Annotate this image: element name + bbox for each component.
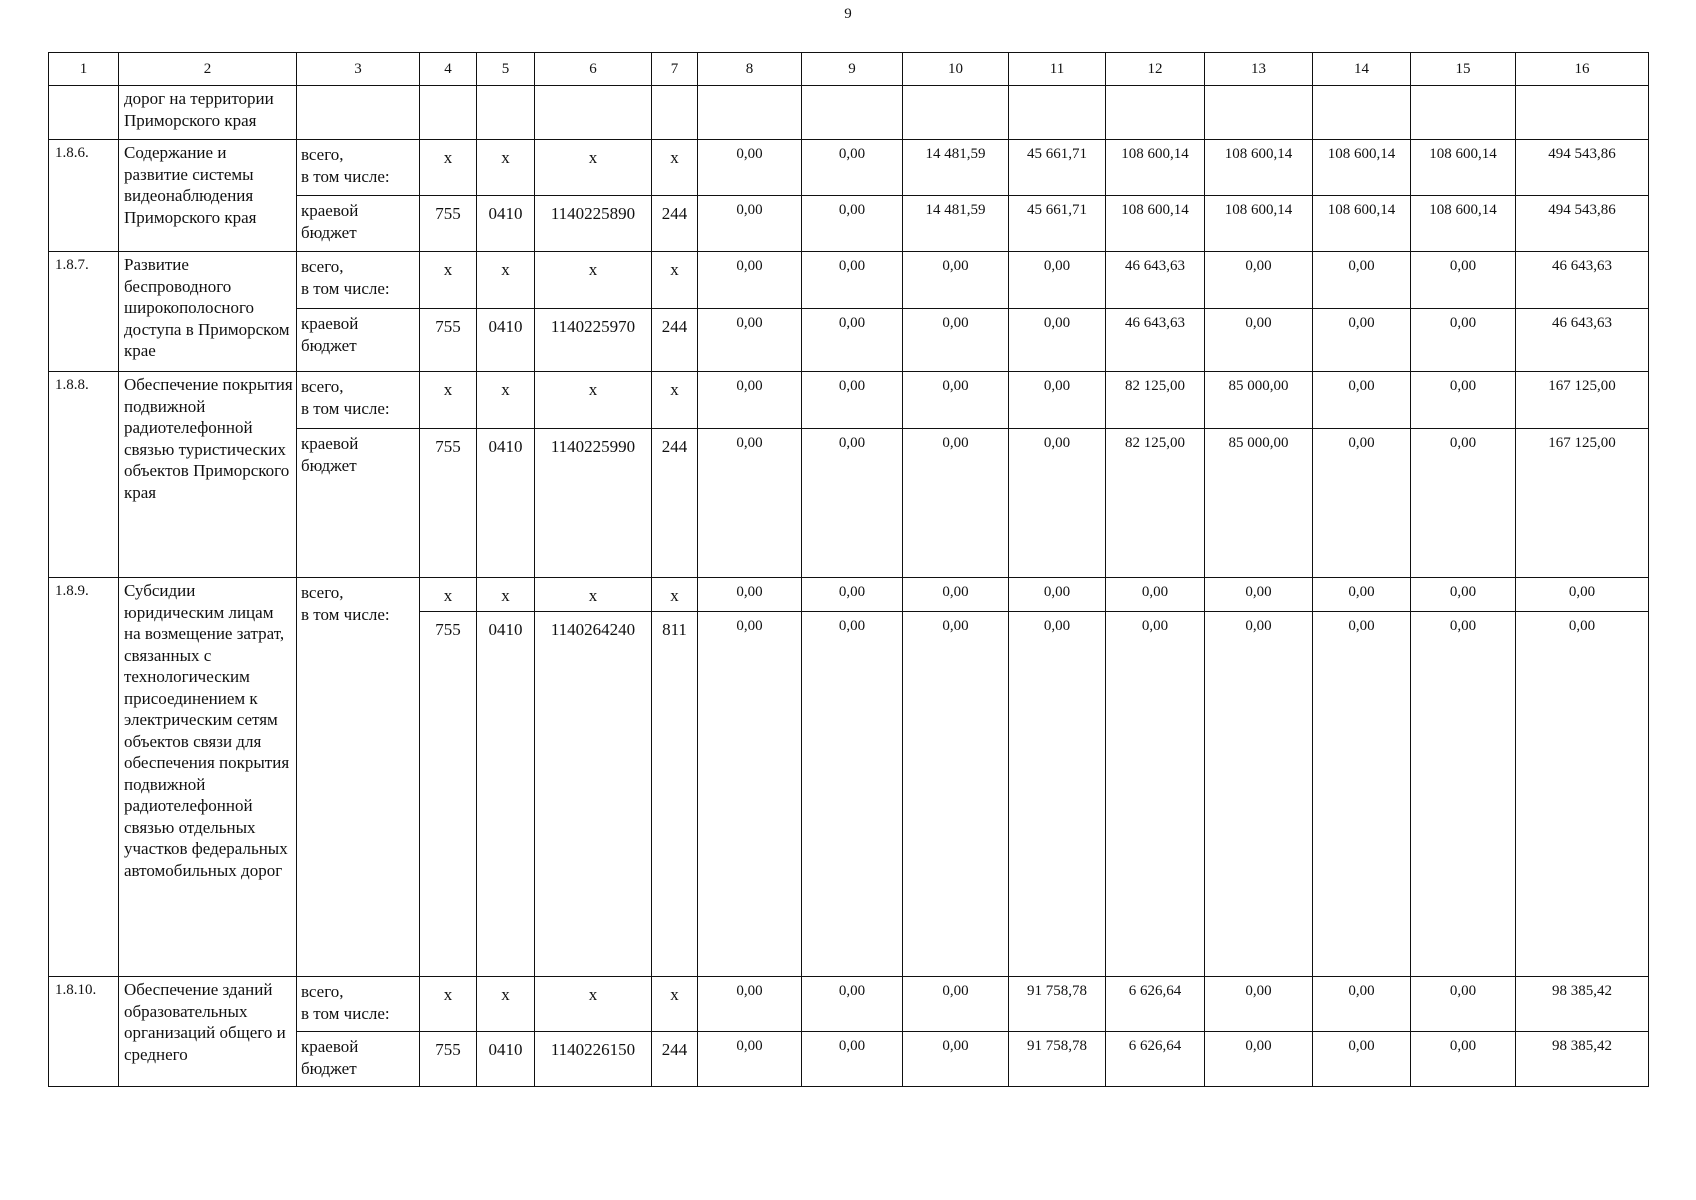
funding-source-cell: краевой бюджет (297, 429, 420, 578)
year-value-cell: 0,00 (1205, 1032, 1313, 1087)
page-number: 9 (844, 6, 852, 22)
year-value-cell: 0,00 (1313, 612, 1411, 977)
target-article-cell: x (535, 252, 652, 309)
empty-cell (698, 86, 802, 140)
year-value-cell: 0,00 (903, 252, 1009, 309)
ministry-code-cell: x (420, 977, 477, 1032)
total-row (49, 578, 1649, 612)
year-value-cell: 108 600,14 (1106, 140, 1205, 196)
year-value-cell: 0,00 (698, 429, 802, 578)
year-value-cell: 0,00 (1205, 309, 1313, 372)
year-value-cell: 0,00 (903, 429, 1009, 578)
total-value-cell: 167 125,00 (1516, 429, 1649, 578)
section-code-cell: 0410 (477, 309, 535, 372)
empty-cell (1313, 86, 1411, 140)
column-number-cell: 16 (1516, 53, 1649, 86)
year-value-cell: 0,00 (802, 578, 903, 612)
year-value-cell: 0,00 (802, 429, 903, 578)
empty-cell (802, 86, 903, 140)
year-value-cell: 45 661,71 (1009, 140, 1106, 196)
year-value-cell: 0,00 (802, 372, 903, 429)
year-value-cell: 0,00 (1205, 578, 1313, 612)
year-value-cell: 0,00 (1313, 1032, 1411, 1087)
expense-type-cell: x (652, 977, 698, 1032)
item-number-cell: 1.8.6. (49, 140, 119, 252)
total-row (49, 252, 1649, 309)
section-code-cell: x (477, 578, 535, 612)
expense-type-cell: 244 (652, 196, 698, 252)
year-value-cell: 0,00 (1313, 252, 1411, 309)
item-name-cell: дорог на территории Приморского края (119, 86, 297, 140)
section-code-cell: x (477, 252, 535, 309)
year-value-cell: 0,00 (698, 612, 802, 977)
year-value-cell: 0,00 (1411, 309, 1516, 372)
year-value-cell: 0,00 (1009, 372, 1106, 429)
continuation-row (49, 86, 1649, 140)
funding-source-cell: всего, в том числе: (297, 578, 420, 977)
year-value-cell: 0,00 (903, 612, 1009, 977)
ministry-code-cell: x (420, 578, 477, 612)
ministry-code-cell: x (420, 252, 477, 309)
year-value-cell: 0,00 (1411, 252, 1516, 309)
year-value-cell: 0,00 (698, 196, 802, 252)
expense-type-cell: 811 (652, 612, 698, 977)
ministry-code-cell: 755 (420, 309, 477, 372)
column-number-cell: 1 (49, 53, 119, 86)
year-value-cell: 0,00 (1009, 612, 1106, 977)
column-number-cell: 15 (1411, 53, 1516, 86)
year-value-cell: 108 600,14 (1313, 140, 1411, 196)
ministry-code-cell: x (420, 140, 477, 196)
year-value-cell: 0,00 (802, 140, 903, 196)
empty-cell (1411, 86, 1516, 140)
year-value-cell: 0,00 (698, 372, 802, 429)
year-value-cell: 45 661,71 (1009, 196, 1106, 252)
total-value-cell: 0,00 (1516, 612, 1649, 977)
total-row (49, 140, 1649, 196)
year-value-cell: 0,00 (903, 1032, 1009, 1087)
year-value-cell: 0,00 (698, 578, 802, 612)
year-value-cell: 82 125,00 (1106, 372, 1205, 429)
empty-cell (535, 86, 652, 140)
expense-type-cell: 244 (652, 1032, 698, 1087)
year-value-cell: 0,00 (802, 612, 903, 977)
column-number-row (49, 53, 1649, 86)
year-value-cell: 108 600,14 (1106, 196, 1205, 252)
target-article-cell: 1140264240 (535, 612, 652, 977)
year-value-cell: 0,00 (903, 372, 1009, 429)
column-number-cell: 13 (1205, 53, 1313, 86)
year-value-cell: 0,00 (1313, 578, 1411, 612)
empty-cell (477, 86, 535, 140)
empty-cell (420, 86, 477, 140)
total-value-cell: 98 385,42 (1516, 977, 1649, 1032)
item-number-cell: 1.8.8. (49, 372, 119, 578)
year-value-cell: 0,00 (1411, 1032, 1516, 1087)
year-value-cell: 85 000,00 (1205, 372, 1313, 429)
year-value-cell: 0,00 (1009, 578, 1106, 612)
year-value-cell: 108 600,14 (1411, 196, 1516, 252)
year-value-cell: 0,00 (1411, 372, 1516, 429)
year-value-cell: 0,00 (1411, 612, 1516, 977)
year-value-cell: 0,00 (1009, 429, 1106, 578)
column-number-cell: 14 (1313, 53, 1411, 86)
section-code-cell: x (477, 977, 535, 1032)
item-name-cell: Содержание и развитие системы видеонаблюдения Приморского края (119, 140, 297, 252)
expense-type-cell: 244 (652, 429, 698, 578)
column-number-cell: 10 (903, 53, 1009, 86)
year-value-cell: 0,00 (1205, 252, 1313, 309)
year-value-cell: 0,00 (1411, 429, 1516, 578)
target-article-cell: 1140225890 (535, 196, 652, 252)
item-name-cell: Развитие беспроводного широкополосного доступа в Приморском крае (119, 252, 297, 372)
ministry-code-cell: 755 (420, 1032, 477, 1087)
year-value-cell: 14 481,59 (903, 140, 1009, 196)
column-number-cell: 5 (477, 53, 535, 86)
total-value-cell: 0,00 (1516, 578, 1649, 612)
section-code-cell: x (477, 372, 535, 429)
total-row (49, 977, 1649, 1032)
year-value-cell: 0,00 (802, 1032, 903, 1087)
item-number-cell: 1.8.10. (49, 977, 119, 1087)
year-value-cell: 108 600,14 (1313, 196, 1411, 252)
target-article-cell: 1140225970 (535, 309, 652, 372)
total-value-cell: 167 125,00 (1516, 372, 1649, 429)
column-number-cell: 7 (652, 53, 698, 86)
year-value-cell: 46 643,63 (1106, 252, 1205, 309)
total-value-cell: 46 643,63 (1516, 309, 1649, 372)
year-value-cell: 0,00 (1009, 252, 1106, 309)
item-number-cell (49, 86, 119, 140)
year-value-cell: 6 626,64 (1106, 977, 1205, 1032)
funding-source-cell: всего, в том числе: (297, 372, 420, 429)
year-value-cell: 0,00 (1313, 309, 1411, 372)
empty-cell (1106, 86, 1205, 140)
year-value-cell: 0,00 (802, 252, 903, 309)
year-value-cell: 0,00 (1106, 578, 1205, 612)
section-code-cell: 0410 (477, 429, 535, 578)
year-value-cell: 0,00 (698, 140, 802, 196)
year-value-cell: 0,00 (1313, 372, 1411, 429)
year-value-cell: 46 643,63 (1106, 309, 1205, 372)
empty-cell (1516, 86, 1649, 140)
column-number-cell: 3 (297, 53, 420, 86)
expense-type-cell: x (652, 140, 698, 196)
column-number-cell: 8 (698, 53, 802, 86)
item-name-cell: Субсидии юридическим лицам на возмещение затрат, связанных с технологическим присоединением к электрическим сетям объектов связи для обеспечения покрытия подвижной радиотелефонной связью отдельных участков федеральных автомобильных дорог (119, 578, 297, 977)
funding-source-cell: всего, в том числе: (297, 140, 420, 196)
year-value-cell: 14 481,59 (903, 196, 1009, 252)
target-article-cell: x (535, 578, 652, 612)
total-row (49, 372, 1649, 429)
ministry-code-cell: 755 (420, 429, 477, 578)
target-article-cell: x (535, 372, 652, 429)
empty-cell (652, 86, 698, 140)
year-value-cell: 0,00 (1313, 977, 1411, 1032)
funding-source-cell: краевой бюджет (297, 196, 420, 252)
expense-type-cell: 244 (652, 309, 698, 372)
item-number-cell: 1.8.7. (49, 252, 119, 372)
ministry-code-cell: x (420, 372, 477, 429)
section-code-cell: x (477, 140, 535, 196)
year-value-cell: 85 000,00 (1205, 429, 1313, 578)
year-value-cell: 0,00 (903, 309, 1009, 372)
funding-source-cell: краевой бюджет (297, 309, 420, 372)
year-value-cell: 82 125,00 (1106, 429, 1205, 578)
year-value-cell: 0,00 (1313, 429, 1411, 578)
funding-source-cell: всего, в том числе: (297, 252, 420, 309)
empty-cell (1205, 86, 1313, 140)
target-article-cell: x (535, 140, 652, 196)
total-value-cell: 98 385,42 (1516, 1032, 1649, 1087)
section-code-cell: 0410 (477, 196, 535, 252)
column-number-cell: 4 (420, 53, 477, 86)
total-value-cell: 494 543,86 (1516, 140, 1649, 196)
budget-table (48, 52, 1649, 1087)
column-number-cell: 12 (1106, 53, 1205, 86)
item-name-cell: Обеспечение покрытия подвижной радиотелефонной связью туристических объектов Приморского края (119, 372, 297, 578)
item-name-cell: Обеспечение зданий образовательных организаций общего и среднего (119, 977, 297, 1087)
year-value-cell: 0,00 (1411, 578, 1516, 612)
year-value-cell: 0,00 (802, 196, 903, 252)
year-value-cell: 0,00 (698, 252, 802, 309)
section-code-cell: 0410 (477, 612, 535, 977)
target-article-cell: x (535, 977, 652, 1032)
item-number-cell: 1.8.9. (49, 578, 119, 977)
empty-cell (903, 86, 1009, 140)
year-value-cell: 6 626,64 (1106, 1032, 1205, 1087)
ministry-code-cell: 755 (420, 196, 477, 252)
funding-source-cell: краевой бюджет (297, 1032, 420, 1087)
expense-type-cell: x (652, 252, 698, 309)
year-value-cell: 91 758,78 (1009, 1032, 1106, 1087)
year-value-cell: 0,00 (903, 578, 1009, 612)
section-code-cell: 0410 (477, 1032, 535, 1087)
ministry-code-cell: 755 (420, 612, 477, 977)
target-article-cell: 1140226150 (535, 1032, 652, 1087)
column-number-cell: 2 (119, 53, 297, 86)
year-value-cell: 108 600,14 (1411, 140, 1516, 196)
funding-source-cell: всего, в том числе: (297, 977, 420, 1032)
year-value-cell: 0,00 (802, 309, 903, 372)
total-value-cell: 46 643,63 (1516, 252, 1649, 309)
year-value-cell: 0,00 (1411, 977, 1516, 1032)
year-value-cell: 0,00 (698, 309, 802, 372)
year-value-cell: 0,00 (802, 977, 903, 1032)
column-number-cell: 11 (1009, 53, 1106, 86)
year-value-cell: 0,00 (903, 977, 1009, 1032)
year-value-cell: 0,00 (1205, 977, 1313, 1032)
year-value-cell: 91 758,78 (1009, 977, 1106, 1032)
expense-type-cell: x (652, 578, 698, 612)
column-number-cell: 9 (802, 53, 903, 86)
year-value-cell: 0,00 (1009, 309, 1106, 372)
year-value-cell: 108 600,14 (1205, 140, 1313, 196)
year-value-cell: 0,00 (698, 977, 802, 1032)
expense-type-cell: x (652, 372, 698, 429)
year-value-cell: 0,00 (698, 1032, 802, 1087)
empty-cell (1009, 86, 1106, 140)
year-value-cell: 0,00 (1106, 612, 1205, 977)
total-value-cell: 494 543,86 (1516, 196, 1649, 252)
year-value-cell: 108 600,14 (1205, 196, 1313, 252)
column-number-cell: 6 (535, 53, 652, 86)
year-value-cell: 0,00 (1205, 612, 1313, 977)
target-article-cell: 1140225990 (535, 429, 652, 578)
empty-cell (297, 86, 420, 140)
